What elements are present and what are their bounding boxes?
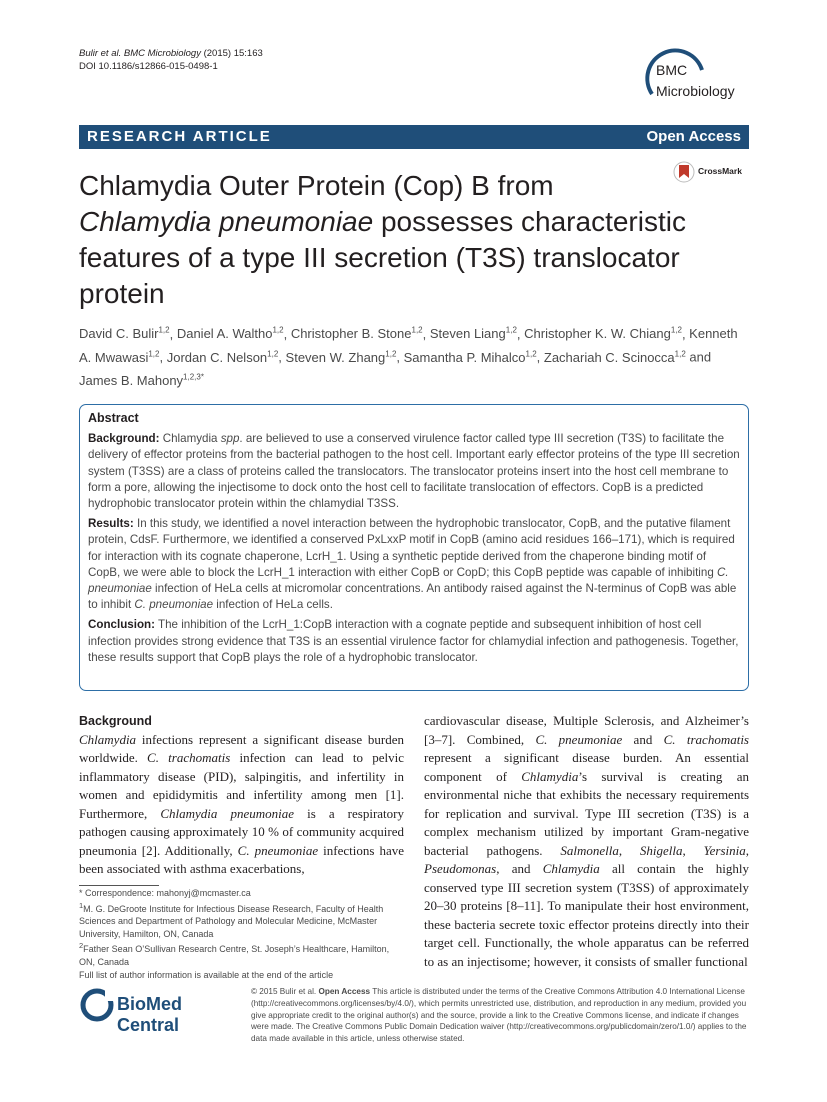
body-column-right	[424, 712, 749, 971]
citation-header	[79, 47, 263, 73]
authors-and: and	[685, 349, 712, 365]
conclusion-text: The inhibition of the LcrH_1:CopB interaction with a cognate peptide and subsequent inhibition of host cell infection provides strong evidence that T3S is an essential virulence factor for chlamydial infection and pathogenesis. Together, these results support that CopB plays the role of a hydrophobic translocator.	[88, 618, 739, 664]
author-name[interactable]: Daniel A. Waltho$^{1,2}$	[176, 326, 284, 342]
text-run: ,	[682, 842, 704, 858]
author-name[interactable]: Christopher K. W. Chiang$^{1,2}$	[524, 326, 682, 342]
background-label: Background:	[88, 432, 160, 446]
text-run: ,	[618, 842, 640, 858]
italic-term: Salmonella	[560, 842, 619, 858]
author-affiliation: 1,2	[385, 349, 397, 359]
body-paragraph-right	[424, 712, 749, 971]
license-copyright: © 2015 Bulir et al.	[251, 987, 319, 996]
author-name[interactable]: Samantha P. Mihalco$^{1,2}$	[403, 349, 537, 365]
affiliation-1-number: 1	[79, 900, 84, 910]
footnote-divider	[79, 885, 159, 886]
author-affiliation: 1,2	[267, 349, 279, 359]
author-name[interactable]: Steven W. Zhang$^{1,2}$	[285, 349, 397, 365]
license-statement	[251, 986, 749, 1045]
license-open-access: Open Access	[318, 987, 371, 996]
background-spp: spp	[220, 432, 240, 446]
author-name[interactable]: Steven Liang$^{1,2}$	[429, 326, 517, 342]
biomed-central-logo[interactable]	[79, 984, 239, 1035]
text-run: and	[622, 731, 664, 747]
results-text-3: infection of HeLa cells.	[213, 598, 333, 612]
citation-journal: Bulir et al. BMC Microbiology	[79, 48, 201, 59]
results-label: Results:	[88, 517, 134, 531]
italic-term: C. pneumoniae	[237, 842, 319, 858]
abstract-content	[88, 410, 740, 670]
author-affiliation: 1,2	[505, 326, 517, 335]
text-run: infections have been associated with asthma exacerbations,	[79, 842, 404, 876]
open-access-label: Open Access	[646, 128, 741, 145]
author-affiliation: 1,2	[670, 326, 682, 335]
correspondence-note: * Correspondence: mahonyj@mcmaster.ca	[79, 888, 251, 898]
title-part3: possesses characteristic features of a type III secretion (T3S) translocator protein	[79, 206, 686, 309]
affiliation-2-number: 2	[79, 941, 84, 951]
body-paragraph-left	[79, 731, 404, 879]
affiliation-2	[79, 940, 404, 968]
italic-term: Chlamydia pneumoniae	[160, 805, 294, 821]
background-text: Chlamydia	[159, 432, 221, 446]
italic-term: C. pneumoniae	[535, 731, 623, 747]
italic-term: Shigella	[639, 842, 683, 858]
title-species: Chlamydia pneumoniae	[79, 206, 374, 237]
results-species-2: C. pneumoniae	[134, 598, 214, 612]
author-name[interactable]: Kenneth A. Mwawasi$^{1,2}$	[79, 326, 738, 365]
conclusion-label: Conclusion:	[88, 618, 155, 632]
abstract-heading: Abstract	[88, 411, 139, 425]
italic-term: C. trachomatis	[663, 731, 749, 747]
text-run: infection can lead to pelvic inflammatory disease (PID), salpingitis, and infertility in women and epididymitis and infertility among men [1]. Furthermore,	[79, 750, 404, 821]
affiliation-1	[79, 900, 404, 941]
article-title	[79, 168, 739, 312]
full-list-note: Full list of author information is available at the end of the article	[79, 969, 334, 980]
crossmark-icon	[673, 161, 695, 183]
abstract-background	[88, 431, 740, 512]
text-run: is a respiratory pathogen causing approximately 10 % of community acquired pneumonia [2]. Additionally,	[79, 805, 404, 858]
italic-term: C. trachomatis	[147, 750, 231, 765]
affiliation-2-text: Father Sean O’Sullivan Research Centre, St. Joseph’s Healthcare, Hamilton, ON, Canada	[79, 944, 390, 967]
author-list: David C. Bulir$^{1,2}$, Daniel A. Waltho$^{1,2}$, Christopher B. Stone$^{1,2}$, Steven Liang$^{1,2}$, Christopher K. W. Chiang$^{1,2}$, Kenneth A. Mwawasi$^{1,2}$, Jordan C. Nelson$^{1,2}$, Steven W. Zhang$^{1,2}$, Samantha P. Mihalco$^{1,2}$, Zachariah C. Scinocca$^{1,2}$ and James B. Mahony$^{1,2,3*}$	[79, 326, 738, 388]
biomed-central-logo-text: BioMed Central	[117, 994, 182, 1035]
journal-logo-line1: BMC	[656, 62, 688, 78]
italic-term: Chlamydia	[79, 731, 137, 747]
background-heading: Background	[79, 714, 152, 728]
text-run: , and	[496, 861, 543, 876]
article-type-banner	[79, 125, 749, 149]
crossmark-label: CrossMark	[698, 166, 742, 176]
abstract-results	[88, 516, 740, 613]
author-name[interactable]: Zachariah C. Scinocca$^{1,2}$	[543, 349, 686, 365]
text-run: infections represent a significant disease burden worldwide.	[79, 731, 404, 765]
author-affiliation: 1,2	[525, 349, 537, 359]
author-affiliation: 1,2	[272, 326, 284, 335]
title-part1: Chlamydia Outer Protein (Cop) B from	[79, 170, 554, 201]
italic-term: Yersinia	[703, 842, 746, 858]
author-name[interactable]: Jordan C. Nelson$^{1,2}$	[166, 349, 279, 365]
article-type-label: RESEARCH ARTICLE	[87, 128, 272, 145]
author-affiliation: 1,2	[158, 326, 170, 335]
author-name[interactable]: James B. Mahony$^{1,2,3*}$	[79, 372, 204, 388]
citation-volume: (2015) 15:163	[200, 48, 263, 59]
doi-text: DOI 10.1186/s12866-015-0498-1	[79, 61, 218, 72]
text-run: cardiovascular disease, Multiple Sclerosis, and Alzheimer’s [3–7]. Combined,	[424, 713, 749, 747]
italic-term: Chlamydia	[521, 768, 579, 784]
italic-term: Chlamydia	[542, 861, 600, 876]
author-affiliation: 1,2	[674, 349, 686, 359]
affiliation-1-text: M. G. DeGroote Institute for Infectious Disease Research, Faculty of Health Sciences and Department of Pathology and Molecular Medicine, McMaster University, Hamilton, ON, Canada	[79, 903, 384, 939]
author-affiliation: 1,2	[411, 326, 423, 335]
italic-term: Pseudomonas	[424, 861, 497, 876]
journal-logo[interactable]	[640, 42, 760, 106]
author-affiliation: 1,2,3*	[183, 372, 204, 382]
license-text: This article is distributed under the terms of the Creative Commons Attribution 4.0 International License (http://creativecommons.org/licenses/by/4.0/), which permits unrestricted use, distribution, and reproduction in any medium, provided you give appropriate credit to the original author(s) and the source, provide a link to the Creative Commons license, and indicate if changes were made. The Creative Commons Public Domain Dedication waiver (http://creativecommons.org/publicdomain/zero/1.0/) applies to the data made available in this article, unless otherwise stated.	[251, 987, 747, 1044]
author-name[interactable]: David C. Bulir$^{1,2}$	[79, 326, 170, 342]
text-run: represent a significant disease burden. An essential component of	[424, 750, 749, 784]
abstract-conclusion	[88, 617, 740, 666]
author-name[interactable]: Christopher B. Stone$^{1,2}$	[290, 326, 423, 342]
results-species-1: C. pneumoniae	[88, 565, 729, 596]
body-column-left	[79, 712, 404, 879]
biomed-central-logo-icon	[79, 987, 115, 1023]
crossmark-badge[interactable]	[673, 161, 749, 183]
background-text-2: . are believed to use a conserved virulence factor called type III secretion (T3S) to facilitate the delivery of effector proteins from the bacterial pathogen to the host cell. Important early effector proteins of the type III secretion system (T3SS) are a class of proteins called the translocators. The translocator proteins insert into the host cell membrane to form a pore, allowing the injectisome to dock onto the host cell to facilitate translocation of effectors. CopB is a predicted hydrophobic translocator protein within the chlamydial T3SS.	[88, 432, 740, 511]
results-text-2: infection of HeLa cells at micromolar concentrations. An antibody raised against the N-terminus of CopB was able to inhibit	[88, 582, 737, 612]
text-run: all contain the highly conserved type III secretion system (T3SS) of approximately 20–30 proteins [8–11]. To manipulate their host environment, these bacteria secrete toxic effector proteins directly into their target cell. Functionally, the whole apparatus can be referred to as an injectisome; however, it consists of smaller functional	[424, 861, 749, 969]
footnotes	[79, 887, 404, 981]
results-text: In this study, we identified a novel interaction between the hydrophobic translocator, CopB, and the putative filament protein, CdsF. Furthermore, we identified a conserved PxLxxP motif in CopB (amino acid residues 166–171), which is required for interaction with its cognate chaperone, LcrH_1. Using a synthetic peptide derived from the chaperone binding motif of CopB, we were able to block the LcrH_1 interaction with either CopB or CopD; this CopB peptide was capable of inhibiting	[88, 517, 735, 579]
text-run: ,	[745, 842, 750, 858]
text-run: ’s survival is creating an environmental niche that exhibits the necessary requirements for replication and survival. Type III secretion (T3S) is a complex mechanism utilized by important Gram-negative bacterial pathogens.	[424, 768, 750, 858]
journal-logo-line2: Microbiology	[656, 83, 735, 99]
author-affiliation: 1,2	[148, 349, 160, 359]
